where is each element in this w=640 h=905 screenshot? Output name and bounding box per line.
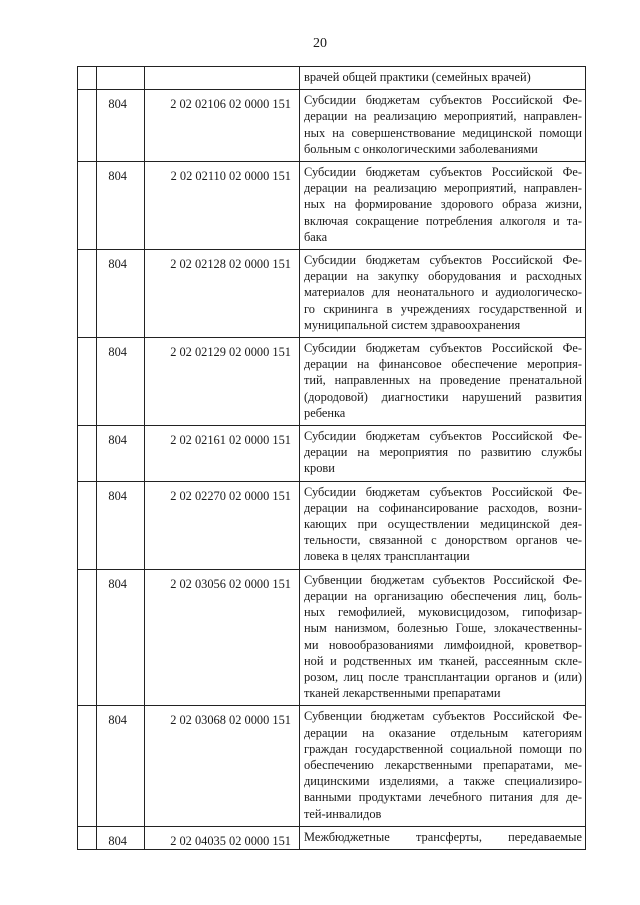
description-line: муниципальной систем здравоохранения <box>304 317 521 332</box>
description-cell <box>300 706 586 826</box>
description-line: кающих при осуществлении медицинской дея- <box>304 517 582 532</box>
budget-code-cell: 2 02 02128 02 0000 151 <box>145 250 300 338</box>
table-row <box>78 338 586 426</box>
description-line: дерации на софинансирование расходов, возни- <box>304 500 582 515</box>
description-line: ребенка <box>304 405 346 420</box>
budget-code-cell: 2 02 02106 02 0000 151 <box>145 90 300 162</box>
description-line: Субсидии бюджетам субъектов Российской Фе- <box>304 165 582 180</box>
table-row <box>78 250 586 338</box>
description-line: дерации на финансовое обеспечение мероприя- <box>304 357 582 372</box>
margin-cell <box>78 426 97 482</box>
description-line: граждан государственной социальной помощи по <box>304 741 582 756</box>
budget-code-cell: 2 02 02270 02 0000 151 <box>145 481 300 569</box>
table-row <box>78 162 586 250</box>
table-body <box>78 67 586 850</box>
margin-cell <box>78 481 97 569</box>
admin-code-cell: 804 <box>97 481 145 569</box>
description-line: бака <box>304 229 328 244</box>
description-line: дицинскими изделиями, а также специализиро- <box>304 774 582 789</box>
description-line: тельности, связанной с донорством органов че- <box>304 533 582 548</box>
description-line: дерации на закупку оборудования и расходных <box>304 269 582 284</box>
description-line: Субсидии бюджетам субъектов Российской Фе- <box>304 429 582 444</box>
description-cell <box>300 826 586 849</box>
description-line: тей-инвалидов <box>304 806 382 821</box>
admin-code-cell <box>97 67 145 90</box>
budget-code-cell: 2 02 02110 02 0000 151 <box>145 162 300 250</box>
description-line: Субсидии бюджетам субъектов Российской Фе- <box>304 341 582 356</box>
description-cell <box>300 338 586 426</box>
description-line: Субсидии бюджетам субъектов Российской Фе- <box>304 484 582 499</box>
description-cell <box>300 426 586 482</box>
description-line: дерации на оказание отдельным категориям <box>304 725 582 740</box>
admin-code-cell: 804 <box>97 706 145 826</box>
description-line: больным с онкологическими заболеваниями <box>304 141 538 156</box>
description-line: тий, направленных на проведение пренатальной <box>304 373 582 388</box>
description-line: ных гемофилией, муковисцидозом, гипофизар- <box>304 605 582 620</box>
description-line: го скрининга в учреждениях государственной и <box>304 301 582 316</box>
table-row <box>78 90 586 162</box>
description-line: Межбюджетные трансферты, передаваемые <box>304 829 582 844</box>
description-line: Субвенции бюджетам субъектов Российской Фе- <box>304 709 582 724</box>
description-line: розом, лиц после трансплантации органов и (или) <box>304 669 582 684</box>
description-line: дерации на реализацию мероприятий, направлен- <box>304 109 582 124</box>
table-row <box>78 481 586 569</box>
description-line: (дородовой) диагностики нарушений развития <box>304 389 582 404</box>
budget-code-cell: 2 02 02129 02 0000 151 <box>145 338 300 426</box>
margin-cell <box>78 90 97 162</box>
margin-cell <box>78 67 97 90</box>
margin-cell <box>78 826 97 849</box>
table-row <box>78 826 586 849</box>
page-number: 20 <box>313 36 327 51</box>
description-line: крови <box>304 461 335 476</box>
description-cell <box>300 162 586 250</box>
budget-code-cell: 2 02 03056 02 0000 151 <box>145 569 300 706</box>
margin-cell <box>78 338 97 426</box>
description-line: материалов для неонатального и аудиологическо- <box>304 285 582 300</box>
description-line: ных на формирование здорового образа жизни, <box>304 197 582 212</box>
description-line: ми новообразованиями лимфоидной, кроветвор- <box>304 637 582 652</box>
budget-code-cell: 2 02 02161 02 0000 151 <box>145 426 300 482</box>
description-cell <box>300 481 586 569</box>
description-line: обеспечению лекарственными препаратами, ме- <box>304 757 582 772</box>
description-cell <box>300 90 586 162</box>
admin-code-cell: 804 <box>97 162 145 250</box>
admin-code-cell: 804 <box>97 826 145 849</box>
budget-code-cell <box>145 67 300 90</box>
margin-cell <box>78 250 97 338</box>
description-line: дерации на организацию обеспечения лиц, боль- <box>304 588 582 603</box>
description-cell <box>300 250 586 338</box>
description-line: тканей лекарственными препаратами <box>304 686 501 701</box>
budget-code-cell: 2 02 03068 02 0000 151 <box>145 706 300 826</box>
margin-cell <box>78 162 97 250</box>
description-line: ных на совершенствование медицинской помощи <box>304 125 582 140</box>
description-cell <box>300 569 586 706</box>
table-row-continuation <box>78 67 586 90</box>
budget-classification-table <box>77 66 586 850</box>
margin-cell <box>78 706 97 826</box>
admin-code-cell: 804 <box>97 426 145 482</box>
description-line: Субсидии бюджетам субъектов Российской Фе- <box>304 253 582 268</box>
table-row <box>78 569 586 706</box>
table-row <box>78 706 586 826</box>
table-row <box>78 426 586 482</box>
admin-code-cell: 804 <box>97 250 145 338</box>
description-line: Субвенции бюджетам субъектов Российской Фе- <box>304 572 582 587</box>
description-line: ным нанизмом, болезнью Гоше, злокачественны- <box>304 621 582 636</box>
description-line: врачей общей практики (семейных врачей) <box>304 70 531 84</box>
description-line: дерации на мероприятия по развитию службы <box>304 445 582 460</box>
admin-code-cell: 804 <box>97 569 145 706</box>
budget-code-cell: 2 02 04035 02 0000 151 <box>145 826 300 849</box>
admin-code-cell: 804 <box>97 338 145 426</box>
description-cell <box>300 67 586 90</box>
description-line: ловека в целях трансплантации <box>304 549 470 564</box>
description-line: включая сокращение потребления алкоголя и та- <box>304 213 582 228</box>
admin-code-cell: 804 <box>97 90 145 162</box>
description-line: дерации на реализацию мероприятий, направлен- <box>304 181 582 196</box>
description-line: ванными продуктами лечебного питания для де- <box>304 790 582 805</box>
margin-cell <box>78 569 97 706</box>
description-line: ной и родственных им тканей, рассеянным скле- <box>304 653 582 668</box>
description-line: Субсидии бюджетам субъектов Российской Фе- <box>304 93 582 108</box>
